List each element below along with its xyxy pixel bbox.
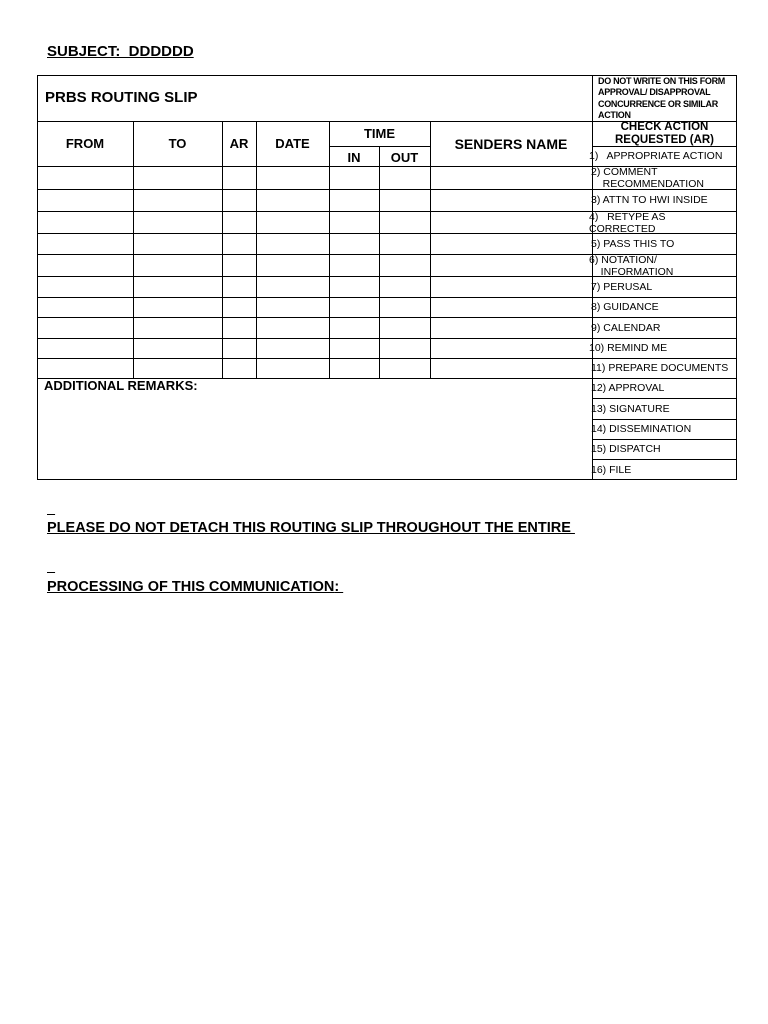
footer-line: PLEASE DO NOT DETACH THIS ROUTING SLIP THROUGHOUT THE ENTIRE (47, 520, 575, 536)
additional-remarks-area[interactable] (38, 396, 591, 479)
check-action-item[interactable] (589, 150, 736, 162)
entry-cell-from[interactable] (38, 255, 133, 276)
check-action-divider (592, 459, 737, 460)
entry-cell-from[interactable] (38, 167, 133, 189)
check-action-item[interactable] (591, 423, 738, 435)
check-action-item-line: 12) APPROVAL (591, 382, 665, 394)
entry-cell-date[interactable] (257, 298, 329, 317)
entry-cell-date[interactable] (257, 212, 329, 233)
entry-cell-ar[interactable] (223, 277, 256, 297)
check-action-item[interactable] (589, 342, 736, 354)
check-action-item-line: 1) APPROPRIATE ACTION (589, 150, 723, 162)
time-subheader-divider (329, 146, 430, 147)
column-header-time-out: OUT (390, 150, 419, 165)
entry-cell-to[interactable] (134, 234, 222, 254)
entry-cell-from[interactable] (38, 339, 133, 358)
entry-cell-time-out[interactable] (380, 255, 430, 276)
entry-cell-time-in[interactable] (330, 277, 379, 297)
entry-cell-time-out[interactable] (380, 277, 430, 297)
entry-cell-time-in[interactable] (330, 167, 379, 189)
warning-line: ACTION (598, 109, 631, 120)
entry-cell-time-out[interactable] (380, 212, 430, 233)
entry-cell-senders-name[interactable] (431, 190, 592, 211)
check-action-item-line: 11) PREPARE DOCUMENTS (591, 362, 729, 374)
check-action-item-line: 16) FILE (591, 463, 632, 476)
entry-cell-from[interactable] (38, 190, 133, 211)
check-action-item[interactable] (591, 464, 738, 476)
check-action-divider (592, 398, 737, 399)
entry-cell-to[interactable] (134, 277, 222, 297)
check-action-item-line: 2) COMMENT (591, 166, 658, 178)
entry-cell-to[interactable] (134, 167, 222, 189)
footer-notice (47, 480, 575, 617)
entry-cell-ar[interactable] (223, 339, 256, 358)
check-action-divider (592, 297, 737, 298)
entry-cell-time-in[interactable] (330, 339, 379, 358)
entry-cell-time-in[interactable] (330, 318, 379, 338)
entry-cell-date[interactable] (257, 359, 329, 378)
entry-cell-to[interactable] (134, 298, 222, 317)
check-action-header-line: CHECK ACTION (620, 121, 709, 133)
entry-cell-from[interactable] (38, 318, 133, 338)
check-action-divider (592, 419, 737, 420)
entry-cell-from[interactable] (38, 359, 133, 378)
entry-cell-time-out[interactable] (380, 190, 430, 211)
entry-cell-ar[interactable] (223, 190, 256, 211)
entry-cell-senders-name[interactable] (431, 339, 592, 358)
subject-line: SUBJECT: DDDDDD (47, 43, 194, 60)
column-header-date: DATE (275, 136, 310, 151)
entry-cell-date[interactable] (257, 167, 329, 189)
column-header-time-in: IN (347, 150, 361, 165)
entry-cell-senders-name[interactable] (431, 255, 592, 276)
entry-cell-from[interactable] (38, 212, 133, 233)
check-action-item[interactable] (589, 211, 736, 235)
entry-cell-to[interactable] (134, 359, 222, 378)
check-action-divider (592, 439, 737, 440)
check-action-item[interactable] (589, 254, 736, 278)
check-action-item-line: 9) CALENDAR (591, 321, 661, 334)
entry-cell-from[interactable] (38, 298, 133, 317)
check-action-item-line: CORRECTED (589, 223, 656, 235)
check-action-divider (592, 358, 737, 359)
entry-cell-to[interactable] (134, 318, 222, 338)
footer-line-text: PROCESSING OF THIS COMMUNICATION (47, 578, 335, 595)
check-action-item-line: 14) DISSEMINATION (591, 423, 692, 435)
check-action-item-line: 13) SIGNATURE (591, 402, 670, 415)
check-action-item-line: 10) REMIND ME (589, 342, 668, 354)
entry-cell-date[interactable] (257, 318, 329, 338)
entry-cell-date[interactable] (257, 190, 329, 211)
entry-cell-ar[interactable] (223, 298, 256, 317)
check-action-item[interactable] (591, 238, 738, 250)
check-action-divider (592, 317, 737, 318)
column-header-ar: AR (229, 136, 249, 151)
entry-cell-time-in[interactable] (330, 212, 379, 233)
check-action-item[interactable] (591, 322, 738, 334)
check-action-item-line: INFORMATION (589, 266, 674, 278)
check-action-item-line: 3) ATTN TO HWI INSIDE (591, 194, 708, 206)
check-action-header-line: REQUESTED (AR) (614, 134, 715, 146)
check-action-divider (592, 378, 737, 379)
check-action-item[interactable] (591, 301, 738, 313)
entry-cell-time-out[interactable] (380, 359, 430, 378)
entry-cell-ar[interactable] (223, 318, 256, 338)
check-action-item-line: RECOMMENDATION (591, 178, 704, 190)
warning-line: DO NOT WRITE ON THIS FORM (598, 76, 725, 86)
entry-cell-senders-name[interactable] (431, 212, 592, 233)
entry-cell-to[interactable] (134, 255, 222, 276)
check-action-item[interactable] (591, 194, 738, 206)
entry-cell-senders-name[interactable] (431, 298, 592, 317)
entry-cell-to[interactable] (134, 339, 222, 358)
entry-cell-ar[interactable] (223, 212, 256, 233)
entry-cell-date[interactable] (257, 277, 329, 297)
entry-cell-senders-name[interactable] (431, 277, 592, 297)
entry-cell-date[interactable] (257, 255, 329, 276)
entry-cell-date[interactable] (257, 234, 329, 254)
check-action-divider (592, 338, 737, 339)
entry-cell-time-out[interactable] (380, 318, 430, 338)
check-action-item[interactable] (591, 362, 738, 374)
entry-cell-senders-name[interactable] (431, 318, 592, 338)
entry-cell-from[interactable] (38, 234, 133, 254)
column-header-senders-name: SENDERS NAME (454, 136, 568, 152)
entry-cell-time-out[interactable] (380, 339, 430, 358)
check-action-item-line: 8) GUIDANCE (591, 301, 659, 313)
entry-cell-time-in[interactable] (330, 190, 379, 211)
warning-line: APPROVAL/ DISAPPROVAL (598, 87, 711, 98)
entry-cell-time-out[interactable] (380, 234, 430, 254)
entry-cell-ar[interactable] (223, 359, 256, 378)
entry-cell-time-in[interactable] (330, 298, 379, 317)
warning-line: CONCURRENCE OR SIMILAR (598, 98, 718, 109)
entry-cell-date[interactable] (257, 339, 329, 358)
entry-cell-ar[interactable] (223, 234, 256, 254)
footer-line-suffix: : (334, 578, 344, 595)
check-action-item[interactable] (591, 403, 738, 415)
footer-line (47, 578, 575, 598)
entry-cell-time-in[interactable] (330, 359, 379, 378)
check-action-divider (592, 146, 737, 147)
entry-cell-to[interactable] (134, 190, 222, 211)
check-action-item-line: 5) PASS THIS TO (591, 237, 675, 250)
check-action-item[interactable] (591, 443, 738, 455)
check-action-item[interactable] (591, 382, 738, 394)
entry-cell-to[interactable] (134, 212, 222, 233)
check-action-item-line: 6) NOTATION/ (589, 254, 657, 266)
entry-cell-from[interactable] (38, 277, 133, 297)
additional-remarks-label: ADDITIONAL REMARKS: (44, 378, 198, 393)
check-action-header (592, 121, 737, 147)
entry-cell-senders-name[interactable] (431, 359, 592, 378)
warning-note (598, 76, 738, 121)
check-action-item[interactable] (591, 166, 738, 190)
entry-cell-ar[interactable] (223, 255, 256, 276)
entry-cell-time-in[interactable] (330, 234, 379, 254)
form-title: PRBS ROUTING SLIP (45, 89, 198, 106)
column-header-time: TIME (363, 126, 396, 141)
entry-cell-senders-name[interactable] (431, 167, 592, 189)
column-header-to: TO (168, 136, 187, 151)
entry-cell-time-out[interactable] (380, 298, 430, 317)
entry-cell-senders-name[interactable] (431, 234, 592, 254)
check-action-item[interactable] (591, 281, 738, 293)
entry-cell-time-out[interactable] (380, 167, 430, 189)
check-action-item-line: 7) PERUSAL (591, 280, 653, 293)
entry-cell-ar[interactable] (223, 167, 256, 189)
check-action-item-line: 15) DISPATCH (591, 443, 661, 455)
column-header-from: FROM (65, 136, 105, 151)
entry-cell-time-in[interactable] (330, 255, 379, 276)
check-action-item-line: 4) RETYPE AS (589, 211, 666, 223)
